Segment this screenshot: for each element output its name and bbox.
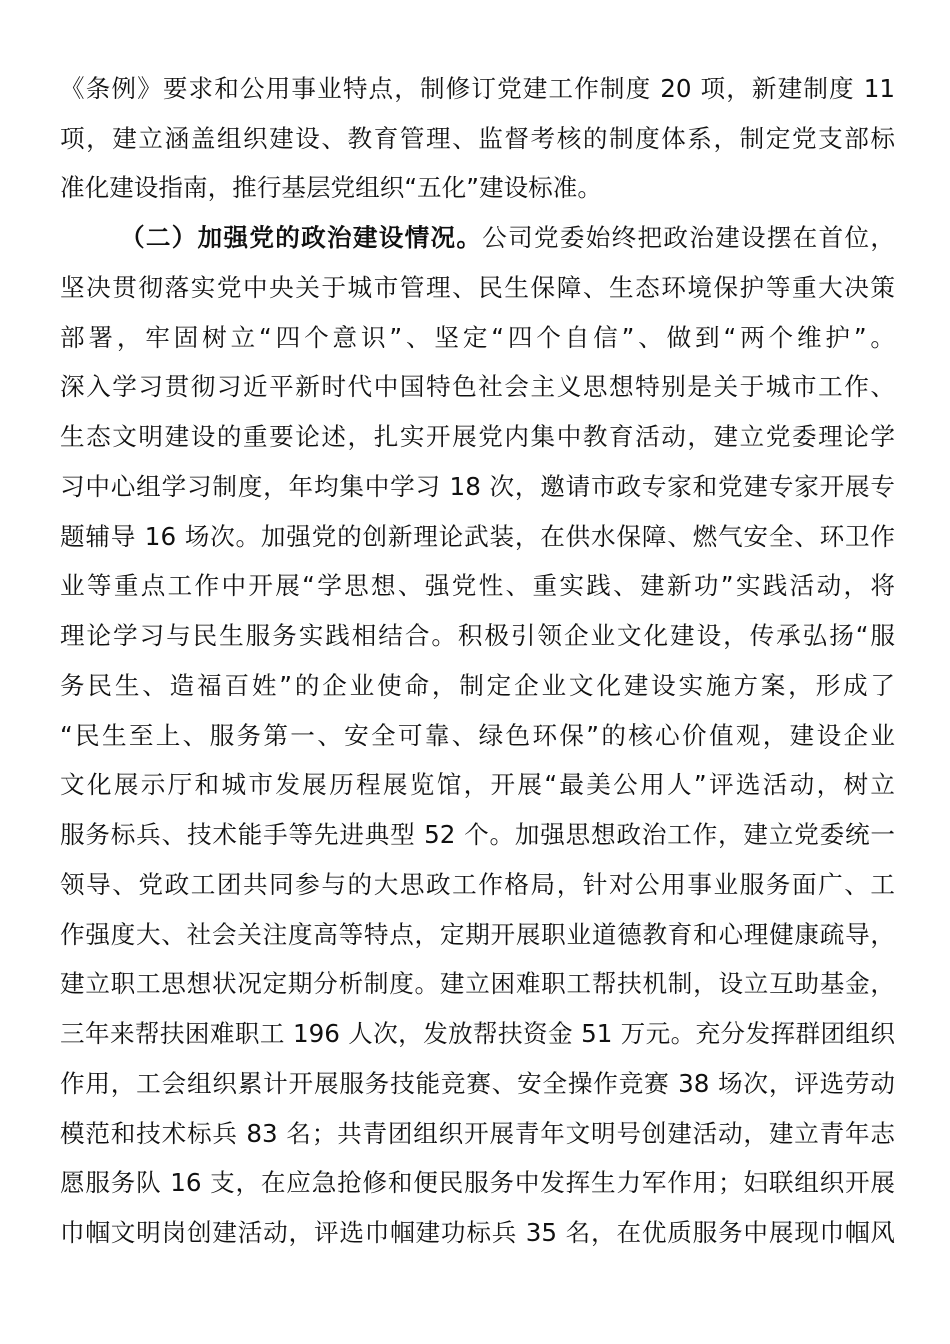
text-line: 题辅导 16 场次。加强党的创新理论武装，在供水保障、燃气安全、环卫作 (60, 522, 895, 551)
text-line: 务民生、造福百姓”的企业使命，制定企业文化建设实施方案，形成了 (60, 671, 895, 700)
text-line: 坚决贯彻落实党中央关于城市管理、民生保障、生态环境保护等重大决策 (60, 273, 895, 302)
section-heading: （二）加强党的政治建设情况。 (120, 223, 483, 252)
text-line: 作用，工会组织累计开展服务技能竞赛、安全操作竞赛 38 场次，评选劳动 (60, 1069, 895, 1098)
text-line: 领导、党政工团共同参与的大思政工作格局，针对公用事业服务面广、工 (60, 870, 895, 899)
text-line: 服务标兵、技术能手等先进典型 52 个。加强思想政治工作，建立党委统一 (60, 820, 895, 849)
text-line: 深入学习贯彻习近平新时代中国特色社会主义思想特别是关于城市工作、 (60, 372, 895, 401)
text-line: 作强度大、社会关注度高等特点，定期开展职业道德教育和心理健康疏导， (60, 920, 895, 949)
text-line: 项，建立涵盖组织建设、教育管理、监督考核的制度体系，制定党支部标 (60, 124, 895, 153)
text-line: 《条例》要求和公用事业特点，制修订党建工作制度 20 项，新建制度 11 (60, 74, 895, 103)
text-line: 理论学习与民生服务实践相结合。积极引领企业文化建设，传承弘扬“服 (60, 621, 895, 650)
text-line: 模范和技术标兵 83 名；共青团组织开展青年文明号创建活动，建立青年志 (60, 1119, 895, 1148)
text-line: 巾帼文明岗创建活动，评选巾帼建功标兵 35 名，在优质服务中展现巾帼风 (60, 1218, 895, 1247)
section-first-line-text: 公司党委始终把政治建设摆在首位， (482, 223, 895, 252)
text-line: 业等重点工作中开展“学思想、强党性、重实践、建新功”实践活动，将 (60, 571, 895, 600)
text-line: 准化建设指南，推行基层党组织“五化”建设标准。 (60, 173, 602, 202)
text-line: 习中心组学习制度，年均集中学习 18 次，邀请市政专家和党建专家开展专 (60, 472, 895, 501)
text-line: 愿服务队 16 支，在应急抢修和便民服务中发挥生力军作用；妇联组织开展 (60, 1168, 895, 1197)
text-line: 部署，牢固树立“四个意识”、坚定“四个自信”、做到“两个维护”。 (60, 323, 895, 352)
text-line: 生态文明建设的重要论述，扎实开展党内集中教育活动，建立党委理论学 (60, 422, 895, 451)
text-line: 文化展示厅和城市发展历程展览馆，开展“最美公用人”评选活动，树立 (60, 770, 895, 799)
text-line: “民生至上、服务第一、安全可靠、绿色环保”的核心价值观，建设企业 (60, 721, 895, 750)
text-line: 三年来帮扶困难职工 196 人次，发放帮扶资金 51 万元。充分发挥群团组织 (60, 1019, 895, 1048)
section-first-line (120, 218, 895, 258)
text-line: 建立职工思想状况定期分析制度。建立困难职工帮扶机制，设立互助基金， (60, 969, 895, 998)
